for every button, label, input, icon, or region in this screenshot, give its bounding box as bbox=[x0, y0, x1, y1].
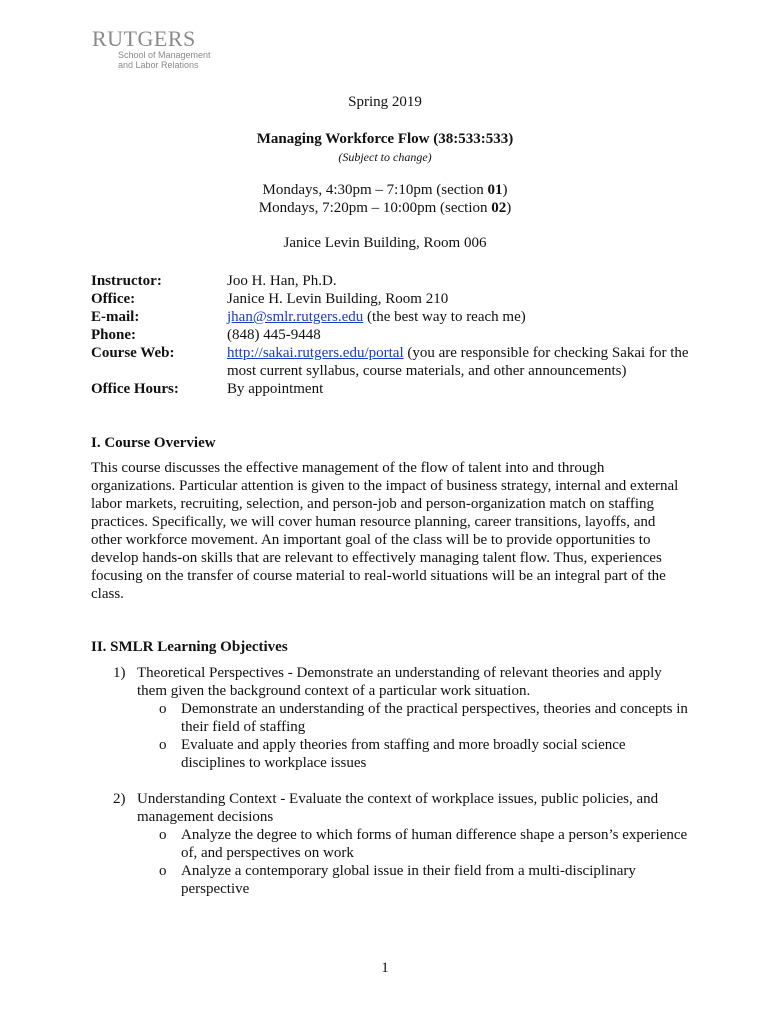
objective-subitem: o Evaluate and apply theories from staffing and more broadly social science disciplines to workplace issues bbox=[159, 737, 626, 771]
phone-row: Phone: (848) 445-9448 bbox=[91, 327, 321, 343]
logo-wordmark: RUTGERS bbox=[92, 26, 196, 51]
email-link[interactable]: jhan@smlr.rutgers.edu bbox=[227, 309, 364, 325]
course-note: (Subject to change) bbox=[338, 150, 432, 164]
schedule-line-1: Mondays, 4:30pm – 7:10pm (section 01) bbox=[262, 182, 508, 198]
page-number: 1 bbox=[381, 960, 389, 976]
objective-item: 1) Theoretical Perspectives - Demonstrate an understanding of relevant theories and apply them given the background context of a particular work situation. o Demonstrate an understanding of the practical perspectives, theories and concepts in their field of staffing o Evaluate and apply theories from staffing and more broadly social science disciplines to workplace issues bbox=[113, 664, 693, 772]
office-row: Office: Janice H. Levin Building, Room 210 bbox=[91, 291, 449, 307]
objective-item: 2) Understanding Context - Evaluate the context of workplace issues, public policies, and management decisions o Analyze the degree to which forms of human difference shape a person’s experience of, and perspectives on work o Analyze a contemporary global issue in their field from a multi-disciplinary perspective bbox=[113, 790, 693, 898]
course-overview-heading: I. Course Overview bbox=[91, 435, 216, 451]
objective-subitem: o Analyze the degree to which forms of human difference shape a person’s experience of, and perspectives on work bbox=[159, 827, 688, 861]
objective-subitem: o Analyze a contemporary global issue in their field from a multi-disciplinary perspective bbox=[159, 863, 636, 897]
course-overview-text: This course discusses the effective management of the flow of talent into and through organizations. Particular attention is given to the impact of business strategy, internal and external labor markets, recruiting, selection, and person-job and person-organization match on staffing practices. Specifically, we will cover human resource planning, career transitions, layoffs, and other workforce movement. An important goal of the class will be to provide opportunities to develop hands-on skills that are relevant to effectively managing talent flow. Thus, experiences focusing on the transfer of course material to real-world situations will be an integral part of the class. bbox=[91, 460, 679, 602]
instructor-row: Instructor: Joo H. Han, Ph.D. bbox=[91, 273, 337, 289]
objective-subitem: o Demonstrate an understanding of the practical perspectives, theories and concepts in their field of staffing bbox=[159, 701, 688, 735]
rutgers-logo bbox=[92, 28, 212, 70]
schedule-line-2: Mondays, 7:20pm – 10:00pm (section 02) bbox=[258, 200, 512, 216]
office-hours-row: Office Hours: By appointment bbox=[91, 381, 324, 397]
course-info-block bbox=[91, 272, 691, 398]
logo-subtitle-2: and Labor Relations bbox=[118, 60, 199, 70]
section-number: 02 bbox=[491, 200, 507, 216]
course-web-row: Course Web: http://sakai.rutgers.edu/portal (you are responsible for checking Sakai for the most current syllabus, course materials, and other announcements) bbox=[91, 345, 689, 379]
course-web-link[interactable]: http://sakai.rutgers.edu/portal bbox=[227, 345, 404, 361]
term: Spring 2019 bbox=[348, 94, 422, 110]
email-row: E-mail: jhan@smlr.rutgers.edu (the best way to reach me) bbox=[91, 309, 526, 325]
learning-objectives-heading: II. SMLR Learning Objectives bbox=[91, 639, 288, 655]
section-number: 01 bbox=[487, 182, 503, 198]
course-title: Managing Workforce Flow (38:533:533) bbox=[256, 131, 514, 147]
class-location: Janice Levin Building, Room 006 bbox=[283, 235, 487, 251]
logo-subtitle-1: School of Management bbox=[118, 50, 211, 60]
